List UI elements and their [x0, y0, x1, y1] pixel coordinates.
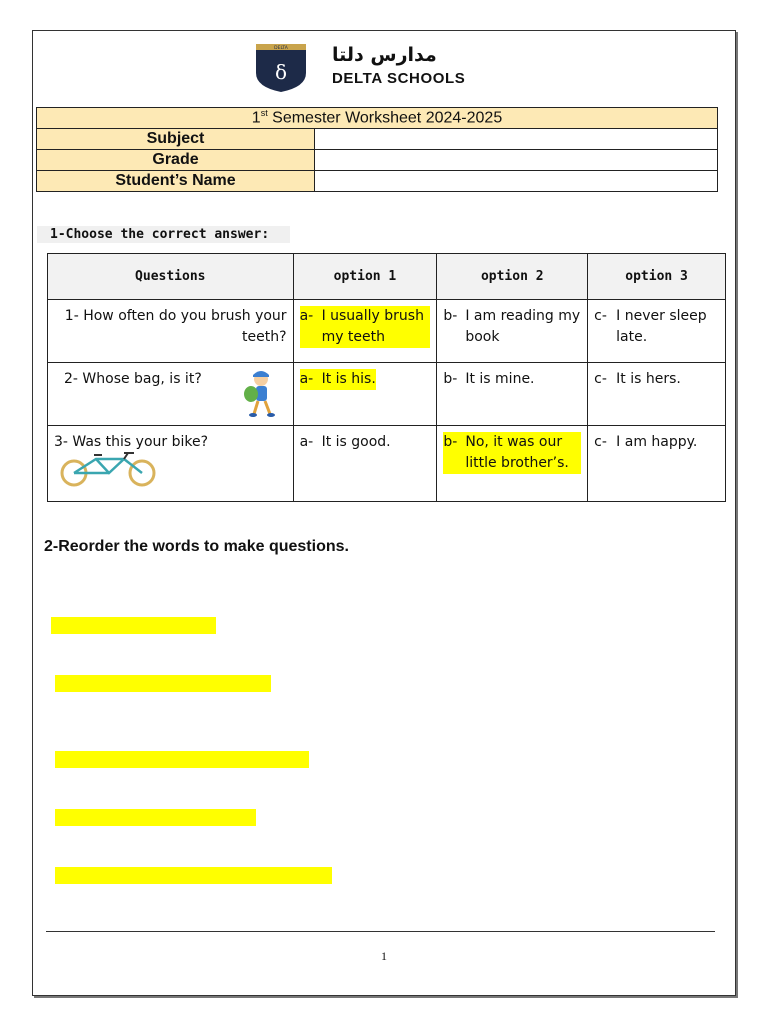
- section2-title: 2-Reorder the words to make questions.: [44, 538, 349, 555]
- grade-field[interactable]: [315, 150, 718, 171]
- option-text: I never sleep late.: [616, 308, 707, 345]
- table-row: [48, 300, 726, 363]
- option-letter: c-: [594, 308, 607, 324]
- option-letter: a-: [299, 371, 314, 387]
- brand-english-name: DELTA SCHOOLS: [332, 70, 466, 87]
- answer-line-5[interactable]: [55, 867, 332, 884]
- answer-option[interactable]: [293, 426, 437, 502]
- table-row: [48, 426, 726, 502]
- answer-option[interactable]: [588, 426, 726, 502]
- option-text: I am happy.: [616, 434, 698, 450]
- subject-field[interactable]: [315, 129, 718, 150]
- student-name-label: Student’s Name: [37, 171, 315, 192]
- option-text: I usually brush my teeth: [321, 308, 424, 345]
- col-header-option2: option 2: [437, 254, 588, 300]
- option-text: No, it was our little brother’s.: [465, 434, 569, 471]
- student-info-table: [36, 107, 718, 192]
- question-cell: [48, 363, 294, 426]
- page-number: 1: [381, 949, 387, 963]
- option-text: It is mine.: [465, 371, 535, 387]
- footer-divider: [46, 931, 715, 932]
- answer-option[interactable]: [437, 300, 588, 363]
- question-cell: [48, 426, 294, 502]
- question-text: 3- Was this your bike?: [54, 434, 209, 450]
- option-letter: c-: [594, 371, 607, 387]
- option-text: It is hers.: [616, 371, 681, 387]
- semester-text: Semester Worksheet 2024-2025: [272, 109, 503, 127]
- semester-ordinal: st: [260, 108, 268, 119]
- answer-line-3[interactable]: [55, 751, 309, 768]
- option-letter: b-: [443, 371, 458, 387]
- col-header-option1: option 1: [293, 254, 437, 300]
- semester-number: 1: [251, 109, 261, 127]
- logo-letter: δ: [274, 60, 288, 84]
- brand-arabic-name: مدارس دلتا: [332, 44, 437, 66]
- student-name-field[interactable]: [315, 171, 718, 192]
- answer-option[interactable]: [293, 363, 437, 426]
- option-text: It is good.: [321, 434, 391, 450]
- option-text: I am reading my book: [465, 308, 581, 345]
- col-header-questions: Questions: [48, 254, 294, 300]
- option-letter: a-: [299, 308, 314, 324]
- answer-line-4[interactable]: [55, 809, 256, 826]
- answer-option[interactable]: [588, 300, 726, 363]
- delta-schools-logo: [255, 43, 307, 93]
- schoolboy-illustration: [225, 367, 285, 419]
- option-text: It is his.: [321, 371, 376, 387]
- bicycle-illustration: [54, 451, 164, 487]
- option-letter: c-: [594, 434, 607, 450]
- questions-table: [47, 253, 726, 502]
- answer-line-1[interactable]: [51, 617, 216, 634]
- answer-option[interactable]: [588, 363, 726, 426]
- table-row: [48, 363, 726, 426]
- col-header-option3: option 3: [588, 254, 726, 300]
- question-cell: 1- How often do you brush your teeth?: [48, 300, 294, 363]
- answer-line-2[interactable]: [55, 675, 271, 692]
- subject-label: Subject: [37, 129, 315, 150]
- semester-title: [37, 108, 718, 129]
- logo-small-text: DELTA: [274, 46, 288, 51]
- answer-option[interactable]: [437, 363, 588, 426]
- answer-option[interactable]: [437, 426, 588, 502]
- grade-label: Grade: [37, 150, 315, 171]
- section1-title: 1-Choose the correct answer:: [37, 226, 290, 243]
- option-letter: a-: [299, 434, 314, 450]
- answer-option[interactable]: [293, 300, 437, 363]
- option-letter: b-: [443, 434, 458, 450]
- option-letter: b-: [443, 308, 458, 324]
- question-text: 2- Whose bag, is it?: [64, 371, 202, 387]
